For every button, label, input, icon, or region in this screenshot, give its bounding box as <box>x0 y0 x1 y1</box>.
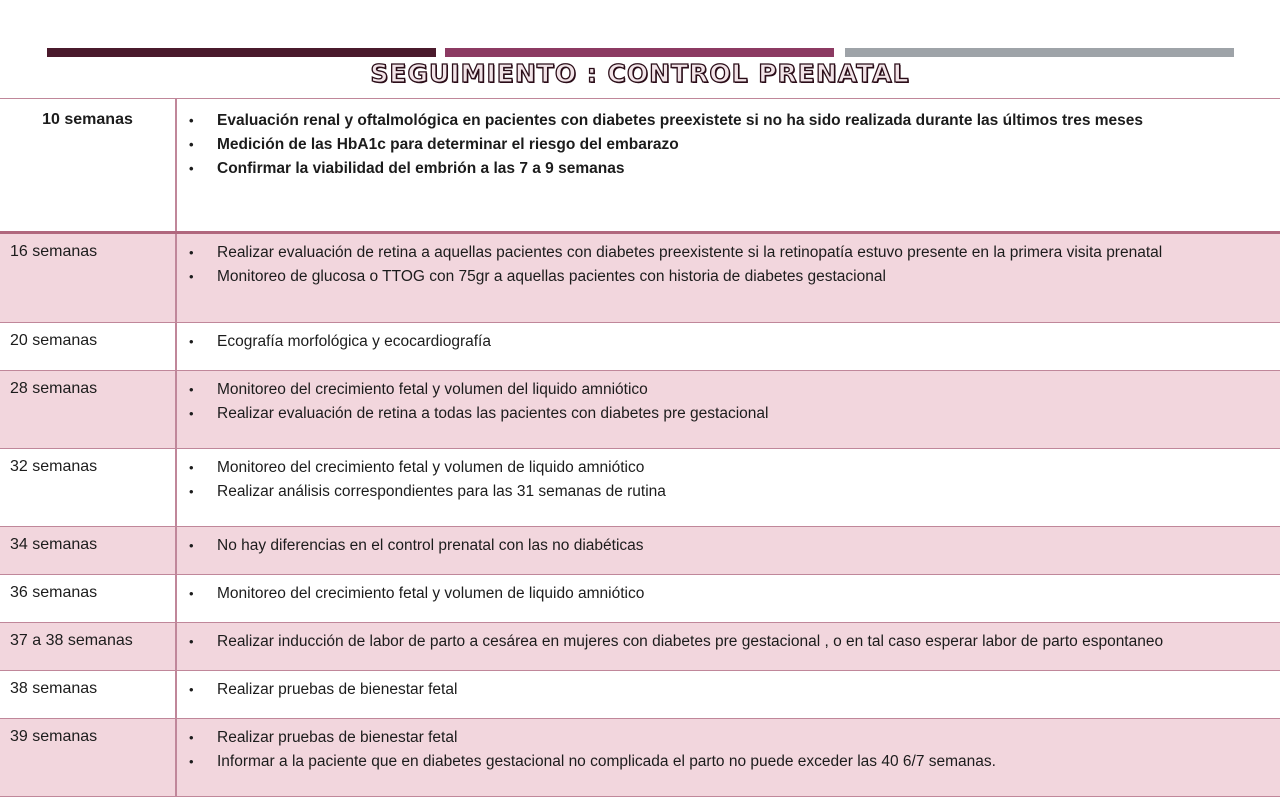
list-item: • Monitoreo del crecimiento fetal y volumen de liquido amniótico <box>189 582 1280 606</box>
list-item: • Realizar evaluación de retina a todas las pacientes con diabetes pre gestacional <box>189 402 1280 426</box>
bullet-icon: • <box>189 538 194 553</box>
bullet-icon: • <box>189 334 194 349</box>
bullet-icon: • <box>189 586 194 601</box>
action-list <box>177 623 1280 661</box>
week-cell: 16 semanas <box>0 233 176 323</box>
week-cell: 38 semanas <box>0 671 176 719</box>
list-item: • Medición de las HbA1c para determinar el riesgo del embarazo <box>189 133 1280 157</box>
week-cell: 32 semanas <box>0 449 176 527</box>
bullet-icon: • <box>189 484 194 499</box>
table-row <box>0 623 1280 671</box>
bullet-icon: • <box>189 730 194 745</box>
bullet-icon: • <box>189 406 194 421</box>
actions-cell <box>176 323 1280 371</box>
list-item: • Ecografía morfológica y ecocardiografía <box>189 330 1280 354</box>
bullet-icon: • <box>189 754 194 769</box>
week-cell: 37 a 38 semanas <box>0 623 176 671</box>
action-list <box>177 234 1280 296</box>
actions-cell <box>176 719 1280 797</box>
week-cell: 10 semanas <box>0 99 176 233</box>
actions-cell <box>176 371 1280 449</box>
list-item: • Realizar pruebas de bienestar fetal <box>189 678 1280 702</box>
actions-cell <box>176 575 1280 623</box>
action-list <box>177 449 1280 511</box>
list-item: • Evaluación renal y oftalmológica en pacientes con diabetes preexistete si no ha sido realizada durante las últimos tres meses <box>189 109 1280 133</box>
table-row <box>0 575 1280 623</box>
action-list <box>177 671 1280 709</box>
action-list <box>177 527 1280 565</box>
bullet-icon: • <box>189 682 194 697</box>
table-row <box>0 671 1280 719</box>
list-item: • Confirmar la viabilidad del embrión a las 7 a 9 semanas <box>189 157 1280 181</box>
week-cell: 34 semanas <box>0 527 176 575</box>
bullet-icon: • <box>189 113 194 128</box>
action-list <box>177 719 1280 781</box>
week-cell: 39 semanas <box>0 719 176 797</box>
bullet-icon: • <box>189 382 194 397</box>
bullet-icon: • <box>189 634 194 649</box>
prenatal-schedule-table <box>0 98 1280 797</box>
actions-cell <box>176 527 1280 575</box>
bullet-icon: • <box>189 137 194 152</box>
table-row <box>0 719 1280 797</box>
bullet-icon: • <box>189 161 194 176</box>
actions-cell <box>176 623 1280 671</box>
list-item: • Monitoreo del crecimiento fetal y volumen del liquido amniótico <box>189 378 1280 402</box>
week-cell: 20 semanas <box>0 323 176 371</box>
action-list <box>177 371 1280 433</box>
bullet-icon: • <box>189 269 194 284</box>
action-list <box>177 575 1280 613</box>
page-title: SEGUIMIENTO : CONTROL PRENATAL <box>370 59 910 88</box>
action-list <box>177 323 1280 361</box>
header-bar-magenta <box>445 48 834 57</box>
table-row <box>0 527 1280 575</box>
bullet-icon: • <box>189 460 194 475</box>
decorative-header-bars <box>47 48 1234 57</box>
header-bar-dark <box>47 48 436 57</box>
list-item: • Realizar pruebas de bienestar fetal <box>189 726 1280 750</box>
list-item: • Realizar análisis correspondientes para las 31 semanas de rutina <box>189 480 1280 504</box>
table-row <box>0 323 1280 371</box>
week-cell: 28 semanas <box>0 371 176 449</box>
table-row <box>0 99 1280 233</box>
action-list <box>177 99 1280 188</box>
list-item: • No hay diferencias en el control prenatal con las no diabéticas <box>189 534 1280 558</box>
week-cell: 36 semanas <box>0 575 176 623</box>
list-item: • Monitoreo de glucosa o TTOG con 75gr a aquellas pacientes con historia de diabetes gestacional <box>189 265 1280 289</box>
table-row <box>0 233 1280 323</box>
actions-cell <box>176 671 1280 719</box>
list-item: • Realizar evaluación de retina a aquellas pacientes con diabetes preexistente si la retinopatía estuvo presente en la primera visita prenatal <box>189 241 1280 265</box>
actions-cell <box>176 99 1280 233</box>
table-row <box>0 449 1280 527</box>
list-item: • Monitoreo del crecimiento fetal y volumen de liquido amniótico <box>189 456 1280 480</box>
actions-cell <box>176 233 1280 323</box>
actions-cell <box>176 449 1280 527</box>
header-bar-gray <box>845 48 1234 57</box>
table-row <box>0 371 1280 449</box>
bullet-icon: • <box>189 245 194 260</box>
list-item: • Informar a la paciente que en diabetes gestacional no complicada el parto no puede exceder las 40 6/7 semanas. <box>189 750 1280 774</box>
list-item: • Realizar inducción de labor de parto a cesárea en mujeres con diabetes pre gestacional , o en tal caso esperar labor de parto espontaneo <box>189 630 1280 654</box>
